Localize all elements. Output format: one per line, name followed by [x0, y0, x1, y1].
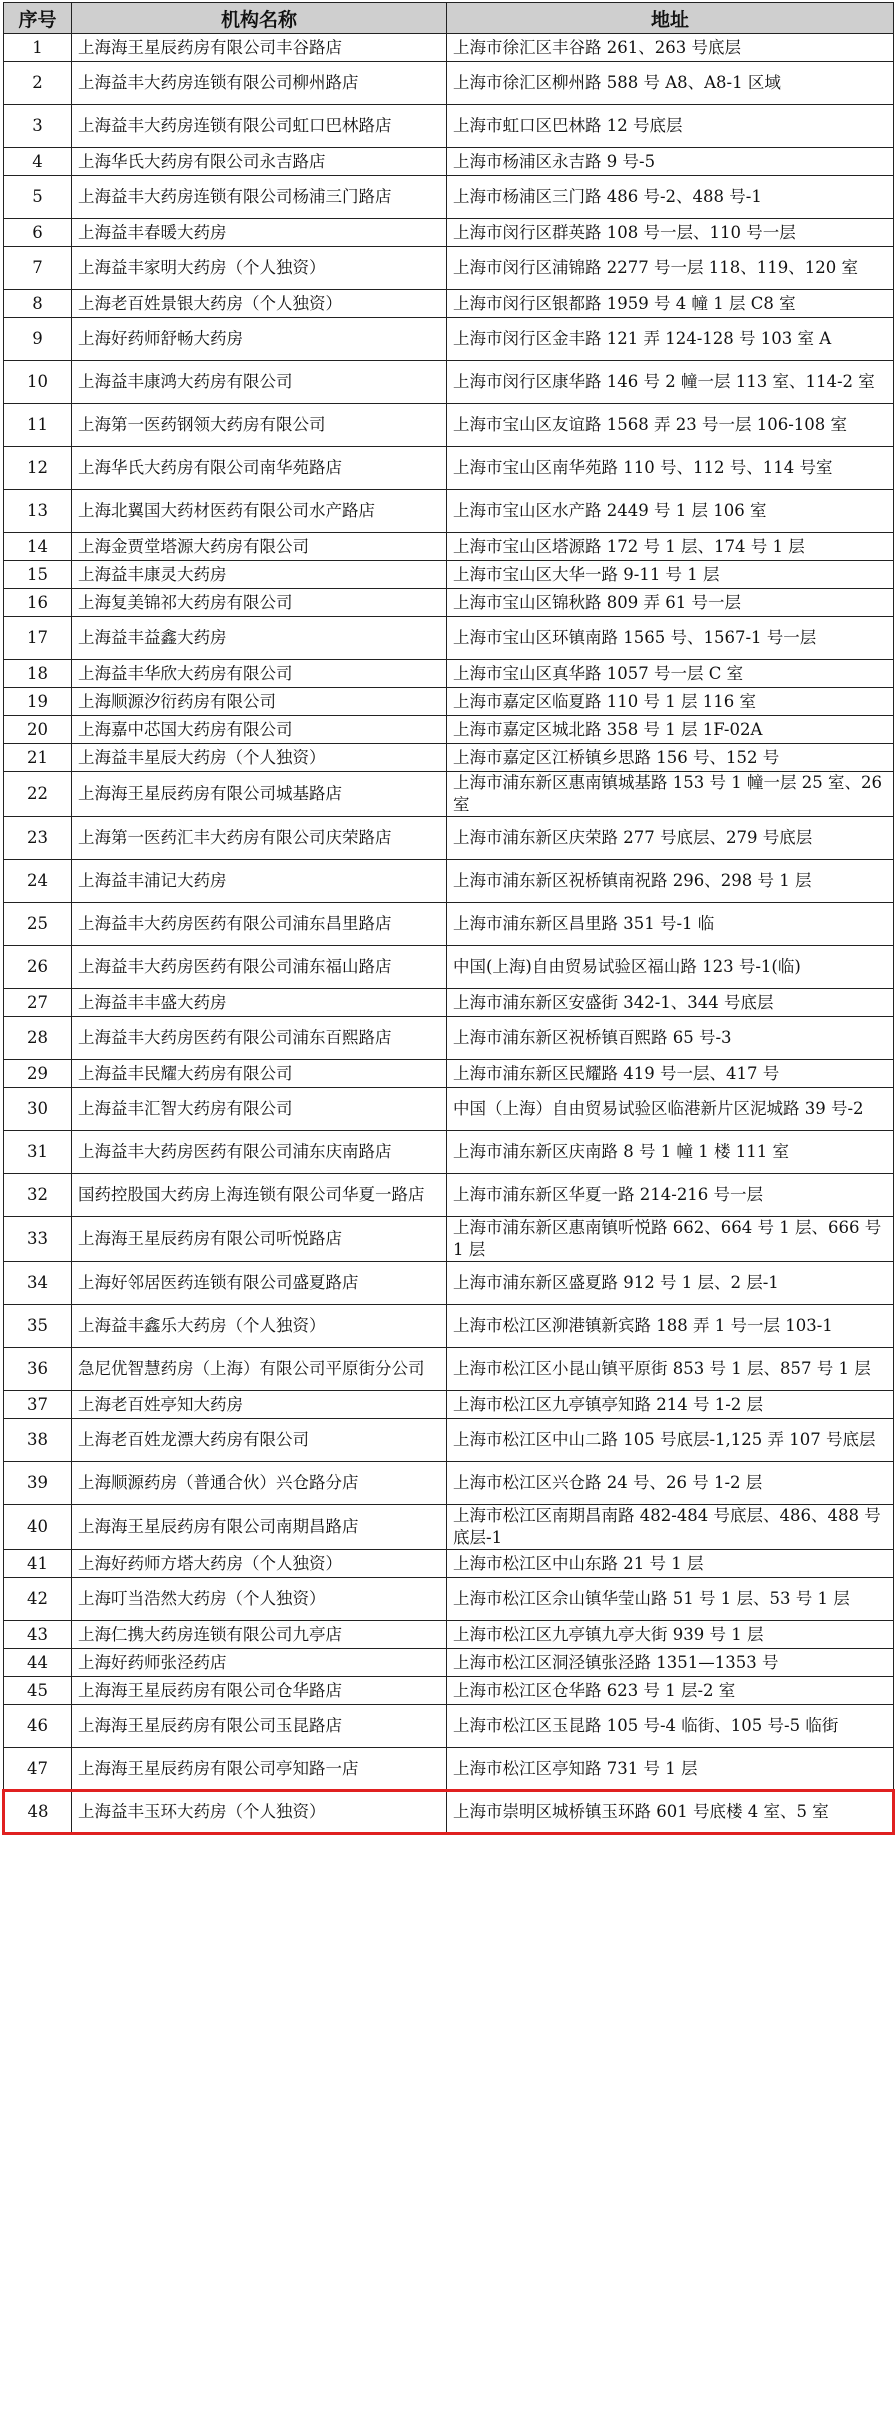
- row-address: 上海市松江区南期昌南路 482-484 号底层、486、488 号底层-1: [447, 1505, 894, 1550]
- row-index: 33: [4, 1217, 72, 1262]
- row-index: 9: [4, 318, 72, 361]
- row-address: 上海市松江区亭知路 731 号 1 层: [447, 1748, 894, 1791]
- row-name: 上海益丰康鸿大药房有限公司: [72, 361, 447, 404]
- row-index: 45: [4, 1677, 72, 1705]
- row-index: 12: [4, 447, 72, 490]
- row-name: 上海金贾堂塔源大药房有限公司: [72, 533, 447, 561]
- row-address: 上海市松江区仓华路 623 号 1 层-2 室: [447, 1677, 894, 1705]
- row-address: 上海市宝山区锦秋路 809 弄 61 号一层: [447, 589, 894, 617]
- table-body: [4, 34, 894, 1834]
- row-name: 上海老百姓景银大药房（个人独资）: [72, 290, 447, 318]
- row-address: 上海市松江区中山东路 21 号 1 层: [447, 1550, 894, 1578]
- row-address: 上海市浦东新区民耀路 419 号一层、417 号: [447, 1060, 894, 1088]
- row-address: 上海市浦东新区安盛街 342-1、344 号底层: [447, 989, 894, 1017]
- table-row: [4, 1621, 894, 1649]
- table-row: [4, 62, 894, 105]
- table-row: [4, 1017, 894, 1060]
- row-address: 上海市嘉定区城北路 358 号 1 层 1F-02A: [447, 716, 894, 744]
- row-index: 6: [4, 219, 72, 247]
- row-name: 上海益丰大药房连锁有限公司杨浦三门路店: [72, 176, 447, 219]
- row-name: 上海益丰大药房医药有限公司浦东百熙路店: [72, 1017, 447, 1060]
- row-address: 上海市松江区玉昆路 105 号-4 临街、105 号-5 临街: [447, 1705, 894, 1748]
- row-address: 上海市浦东新区华夏一路 214-216 号一层: [447, 1174, 894, 1217]
- row-address: 上海市闵行区浦锦路 2277 号一层 118、119、120 室: [447, 247, 894, 290]
- row-name: 上海海王星辰药房有限公司城基路店: [72, 772, 447, 817]
- row-address: 上海市松江区中山二路 105 号底层-1,125 弄 107 号底层: [447, 1419, 894, 1462]
- row-index: 13: [4, 490, 72, 533]
- row-address: 上海市浦东新区祝桥镇百熙路 65 号-3: [447, 1017, 894, 1060]
- row-index: 7: [4, 247, 72, 290]
- row-address: 上海市松江区泖港镇新宾路 188 弄 1 号一层 103-1: [447, 1305, 894, 1348]
- table-row: [4, 533, 894, 561]
- row-name: 上海益丰华欣大药房有限公司: [72, 660, 447, 688]
- row-name: 上海海王星辰药房有限公司仓华路店: [72, 1677, 447, 1705]
- row-address: 上海市宝山区大华一路 9-11 号 1 层: [447, 561, 894, 589]
- table-row: [4, 903, 894, 946]
- row-name: 上海益丰大药房连锁有限公司虹口巴林路店: [72, 105, 447, 148]
- table-row: [4, 772, 894, 817]
- row-index: 31: [4, 1131, 72, 1174]
- row-index: 32: [4, 1174, 72, 1217]
- row-name: 上海好药师张泾药店: [72, 1649, 447, 1677]
- row-name: 国药控股国大药房上海连锁有限公司华夏一路店: [72, 1174, 447, 1217]
- row-name: 上海顺源汐衍药房有限公司: [72, 688, 447, 716]
- row-address: 上海市浦东新区惠南镇城基路 153 号 1 幢一层 25 室、26 室: [447, 772, 894, 817]
- row-index: 15: [4, 561, 72, 589]
- table-row: [4, 1305, 894, 1348]
- table-row: [4, 1462, 894, 1505]
- table-row: [4, 989, 894, 1017]
- row-index: 20: [4, 716, 72, 744]
- table-row: [4, 1174, 894, 1217]
- row-address: 上海市闵行区群英路 108 号一层、110 号一层: [447, 219, 894, 247]
- row-address: 上海市宝山区南华苑路 110 号、112 号、114 号室: [447, 447, 894, 490]
- row-address: 上海市崇明区城桥镇玉环路 601 号底楼 4 室、5 室: [447, 1791, 894, 1834]
- row-index: 43: [4, 1621, 72, 1649]
- row-name: 上海北翼国大药材医药有限公司水产路店: [72, 490, 447, 533]
- table-row: [4, 1348, 894, 1391]
- row-index: 29: [4, 1060, 72, 1088]
- row-name: 上海嘉中芯国大药房有限公司: [72, 716, 447, 744]
- table-row: [4, 660, 894, 688]
- table-row: [4, 860, 894, 903]
- row-name: 上海好药师舒畅大药房: [72, 318, 447, 361]
- row-index: 46: [4, 1705, 72, 1748]
- row-index: 30: [4, 1088, 72, 1131]
- row-name: 上海益丰玉环大药房（个人独资）: [72, 1791, 447, 1834]
- row-name: 上海益丰大药房医药有限公司浦东庆南路店: [72, 1131, 447, 1174]
- row-index: 16: [4, 589, 72, 617]
- row-name: 上海华氏大药房有限公司永吉路店: [72, 148, 447, 176]
- row-address: 上海市松江区洞泾镇张泾路 1351—1353 号: [447, 1649, 894, 1677]
- table-row: [4, 1550, 894, 1578]
- row-name: 上海华氏大药房有限公司南华苑路店: [72, 447, 447, 490]
- table-row: [4, 361, 894, 404]
- row-index: 2: [4, 62, 72, 105]
- header-address: 地址: [447, 3, 894, 34]
- row-index: 14: [4, 533, 72, 561]
- row-name: 上海顺源药房（普通合伙）兴仓路分店: [72, 1462, 447, 1505]
- table-row: [4, 176, 894, 219]
- row-address: 上海市闵行区银都路 1959 号 4 幢 1 层 C8 室: [447, 290, 894, 318]
- header-row: [4, 3, 894, 34]
- row-index: 18: [4, 660, 72, 688]
- row-address: 上海市松江区九亭镇九亭大街 939 号 1 层: [447, 1621, 894, 1649]
- row-name: 急尼优智慧药房（上海）有限公司平原街分公司: [72, 1348, 447, 1391]
- row-name: 上海第一医药钢领大药房有限公司: [72, 404, 447, 447]
- row-index: 11: [4, 404, 72, 447]
- row-name: 上海益丰益鑫大药房: [72, 617, 447, 660]
- row-address: 上海市杨浦区永吉路 9 号-5: [447, 148, 894, 176]
- table-row: [4, 946, 894, 989]
- row-address: 上海市浦东新区盛夏路 912 号 1 层、2 层-1: [447, 1262, 894, 1305]
- table-row: [4, 1748, 894, 1791]
- row-name: 上海益丰大药房医药有限公司浦东昌里路店: [72, 903, 447, 946]
- table-row: [4, 1217, 894, 1262]
- row-index: 23: [4, 817, 72, 860]
- table-row: [4, 219, 894, 247]
- table-row: [4, 490, 894, 533]
- row-address: 上海市宝山区塔源路 172 号 1 层、174 号 1 层: [447, 533, 894, 561]
- row-name: 上海益丰民耀大药房有限公司: [72, 1060, 447, 1088]
- row-address: 上海市浦东新区庆南路 8 号 1 幢 1 楼 111 室: [447, 1131, 894, 1174]
- table-row: [4, 561, 894, 589]
- row-index: 19: [4, 688, 72, 716]
- row-address: 上海市徐汇区柳州路 588 号 A8、A8-1 区域: [447, 62, 894, 105]
- row-index: 41: [4, 1550, 72, 1578]
- row-name: 上海益丰丰盛大药房: [72, 989, 447, 1017]
- row-name: 上海海王星辰药房有限公司丰谷路店: [72, 34, 447, 62]
- row-index: 42: [4, 1578, 72, 1621]
- row-index: 21: [4, 744, 72, 772]
- row-index: 44: [4, 1649, 72, 1677]
- table-row: [4, 1649, 894, 1677]
- table-row: [4, 589, 894, 617]
- row-name: 上海好邻居医药连锁有限公司盛夏路店: [72, 1262, 447, 1305]
- row-index: 26: [4, 946, 72, 989]
- row-address: 上海市松江区小昆山镇平原街 853 号 1 层、857 号 1 层: [447, 1348, 894, 1391]
- table-header: [4, 3, 894, 34]
- row-index: 25: [4, 903, 72, 946]
- row-address: 上海市嘉定区临夏路 110 号 1 层 116 室: [447, 688, 894, 716]
- row-index: 17: [4, 617, 72, 660]
- table-row: [4, 1262, 894, 1305]
- row-name: 上海益丰家明大药房（个人独资）: [72, 247, 447, 290]
- row-name: 上海第一医药汇丰大药房有限公司庆荣路店: [72, 817, 447, 860]
- row-address: 上海市宝山区真华路 1057 号一层 C 室: [447, 660, 894, 688]
- table-row: [4, 1791, 894, 1834]
- row-address: 上海市松江区九亭镇亭知路 214 号 1-2 层: [447, 1391, 894, 1419]
- row-name: 上海益丰星辰大药房（个人独资）: [72, 744, 447, 772]
- table-row: [4, 1088, 894, 1131]
- row-name: 上海叮当浩然大药房（个人独资）: [72, 1578, 447, 1621]
- table-row: [4, 318, 894, 361]
- row-index: 24: [4, 860, 72, 903]
- table-row: [4, 1705, 894, 1748]
- row-index: 48: [4, 1791, 72, 1834]
- table-row: [4, 34, 894, 62]
- row-name: 上海益丰康灵大药房: [72, 561, 447, 589]
- row-address: 上海市松江区佘山镇华莹山路 51 号 1 层、53 号 1 层: [447, 1578, 894, 1621]
- table-row: [4, 1131, 894, 1174]
- row-address: 中国（上海）自由贸易试验区临港新片区泥城路 39 号-2: [447, 1088, 894, 1131]
- row-name: 上海益丰汇智大药房有限公司: [72, 1088, 447, 1131]
- row-index: 40: [4, 1505, 72, 1550]
- row-name: 上海海王星辰药房有限公司玉昆路店: [72, 1705, 447, 1748]
- row-name: 上海老百姓龙漂大药房有限公司: [72, 1419, 447, 1462]
- table-row: [4, 1060, 894, 1088]
- row-address: 上海市杨浦区三门路 486 号-2、488 号-1: [447, 176, 894, 219]
- row-address: 上海市嘉定区江桥镇乡思路 156 号、152 号: [447, 744, 894, 772]
- row-name: 上海益丰大药房医药有限公司浦东福山路店: [72, 946, 447, 989]
- row-index: 10: [4, 361, 72, 404]
- row-name: 上海老百姓亭知大药房: [72, 1391, 447, 1419]
- row-index: 37: [4, 1391, 72, 1419]
- row-index: 1: [4, 34, 72, 62]
- row-address: 中国(上海)自由贸易试验区福山路 123 号-1(临): [447, 946, 894, 989]
- row-address: 上海市闵行区金丰路 121 弄 124-128 号 103 室 A: [447, 318, 894, 361]
- table-row: [4, 290, 894, 318]
- row-address: 上海市虹口区巴林路 12 号底层: [447, 105, 894, 148]
- table-row: [4, 817, 894, 860]
- row-address: 上海市浦东新区昌里路 351 号-1 临: [447, 903, 894, 946]
- row-index: 3: [4, 105, 72, 148]
- row-name: 上海海王星辰药房有限公司听悦路店: [72, 1217, 447, 1262]
- table-row: [4, 688, 894, 716]
- table-row: [4, 744, 894, 772]
- row-name: 上海益丰大药房连锁有限公司柳州路店: [72, 62, 447, 105]
- row-index: 8: [4, 290, 72, 318]
- row-index: 4: [4, 148, 72, 176]
- row-name: 上海海王星辰药房有限公司亭知路一店: [72, 1748, 447, 1791]
- row-index: 22: [4, 772, 72, 817]
- table-row: [4, 148, 894, 176]
- row-address: 上海市浦东新区祝桥镇南祝路 296、298 号 1 层: [447, 860, 894, 903]
- row-index: 27: [4, 989, 72, 1017]
- row-address: 上海市浦东新区庆荣路 277 号底层、279 号底层: [447, 817, 894, 860]
- table-row: [4, 404, 894, 447]
- table-row: [4, 105, 894, 148]
- row-address: 上海市宝山区环镇南路 1565 号、1567-1 号一层: [447, 617, 894, 660]
- row-address: 上海市浦东新区惠南镇听悦路 662、664 号 1 层、666 号 1 层: [447, 1217, 894, 1262]
- row-index: 36: [4, 1348, 72, 1391]
- row-index: 47: [4, 1748, 72, 1791]
- row-name: 上海海王星辰药房有限公司南期昌路店: [72, 1505, 447, 1550]
- row-index: 5: [4, 176, 72, 219]
- row-address: 上海市松江区兴仓路 24 号、26 号 1-2 层: [447, 1462, 894, 1505]
- table-row: [4, 247, 894, 290]
- row-name: 上海益丰鑫乐大药房（个人独资）: [72, 1305, 447, 1348]
- row-name: 上海益丰春暖大药房: [72, 219, 447, 247]
- row-address: 上海市徐汇区丰谷路 261、263 号底层: [447, 34, 894, 62]
- row-index: 35: [4, 1305, 72, 1348]
- table-row: [4, 1419, 894, 1462]
- row-index: 28: [4, 1017, 72, 1060]
- header-index: 序号: [4, 3, 72, 34]
- row-address: 上海市宝山区友谊路 1568 弄 23 号一层 106-108 室: [447, 404, 894, 447]
- table-row: [4, 1578, 894, 1621]
- row-address: 上海市宝山区水产路 2449 号 1 层 106 室: [447, 490, 894, 533]
- row-index: 39: [4, 1462, 72, 1505]
- table-row: [4, 1505, 894, 1550]
- table-row: [4, 716, 894, 744]
- header-name: 机构名称: [72, 3, 447, 34]
- pharmacy-table: [2, 2, 895, 1835]
- row-name: 上海好药师方塔大药房（个人独资）: [72, 1550, 447, 1578]
- row-index: 38: [4, 1419, 72, 1462]
- row-index: 34: [4, 1262, 72, 1305]
- row-name: 上海益丰浦记大药房: [72, 860, 447, 903]
- row-name: 上海仁携大药房连锁有限公司九亭店: [72, 1621, 447, 1649]
- row-name: 上海复美锦祁大药房有限公司: [72, 589, 447, 617]
- row-address: 上海市闵行区康华路 146 号 2 幢一层 113 室、114-2 室: [447, 361, 894, 404]
- table-row: [4, 617, 894, 660]
- table-row: [4, 447, 894, 490]
- table-row: [4, 1391, 894, 1419]
- table-row: [4, 1677, 894, 1705]
